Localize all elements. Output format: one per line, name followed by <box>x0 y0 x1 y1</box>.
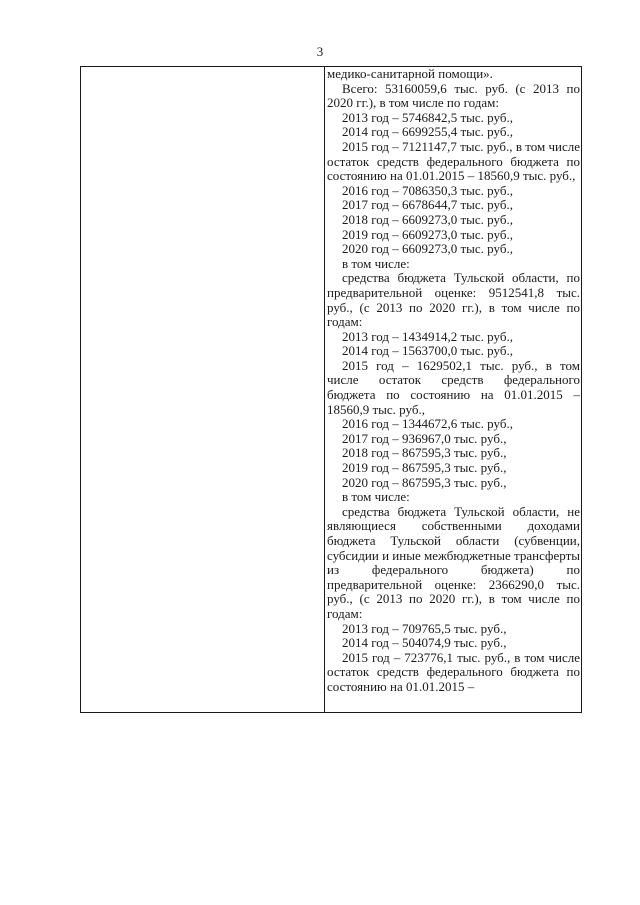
table-right-cell <box>325 67 581 712</box>
text-line: 2013 год – 5746842,5 тыс. руб., <box>342 109 513 125</box>
text-paragraph: 2015 год – 723776,1 тыс. руб., в том числе остаток средств федерального бюджета по состоянию на 01.01.2015 – <box>327 649 580 694</box>
text-line: 2016 год – 7086350,3 тыс. руб., <box>342 182 513 198</box>
text-line: в том числе: <box>342 255 410 271</box>
table-left-cell <box>81 67 325 712</box>
continued-text-line: медико-санитарной помощи». <box>327 67 493 81</box>
text-line: 2017 год – 936967,0 тыс. руб., <box>342 430 507 446</box>
text-line: 2018 год – 867595,3 тыс. руб., <box>342 445 507 461</box>
text-paragraph: средства бюджета Тульской области, не являющиеся собственными доходами бюджета Тульской области (субвенции, субсидии и иные межбюджетные трансферты из федерального бюджета) по предварительной оценке: 2366290,0 тыс. руб., (с 2013 по 2020 гг.), в том числе по годам: <box>327 503 580 621</box>
text-line: 2013 год – 709765,5 тыс. руб., <box>342 620 507 636</box>
text-line: 2018 год – 6609273,0 тыс. руб., <box>342 211 513 227</box>
text-line: 2014 год – 6699255,4 тыс. руб., <box>342 124 513 140</box>
text-paragraph: 2015 год – 1629502,1 тыс. руб., в том числе остаток средств федерального бюджета по состоянию на 01.01.2015 – 18560,9 тыс. руб., <box>327 357 580 417</box>
text-line: 2019 год – 867595,3 тыс. руб., <box>342 460 507 476</box>
text-line: 2020 год – 867595,3 тыс. руб., <box>342 474 507 490</box>
text-line: в том числе: <box>342 489 410 505</box>
text-line: 2013 год – 1434914,2 тыс. руб., <box>342 328 513 344</box>
text-line: 2017 год – 6678644,7 тыс. руб., <box>342 197 513 213</box>
text-line: 2016 год – 1344672,6 тыс. руб., <box>342 416 513 432</box>
text-paragraph: средства бюджета Тульской области, по предварительной оценке: 9512541,8 тыс. руб., (с 2013 по 2020 гг.), в том числе по годам: <box>327 270 580 330</box>
text-line: 2014 год – 1563700,0 тыс. руб., <box>342 343 513 359</box>
text-line: 2020 год – 6609273,0 тыс. руб., <box>342 241 513 257</box>
text-paragraph: 2015 год – 7121147,7 тыс. руб., в том числе остаток средств федерального бюджета по состоянию на 01.01.2015 – 18560,9 тыс. руб., <box>327 138 580 184</box>
page-number: 3 <box>316 44 324 59</box>
text-paragraph: Всего: 53160059,6 тыс. руб. (с 2013 по 2020 гг.), в том числе по годам: <box>327 80 580 111</box>
text-line: 2019 год – 6609273,0 тыс. руб., <box>342 226 513 242</box>
text-line: 2014 год – 504074,9 тыс. руб., <box>342 635 507 651</box>
document-table <box>80 66 582 713</box>
